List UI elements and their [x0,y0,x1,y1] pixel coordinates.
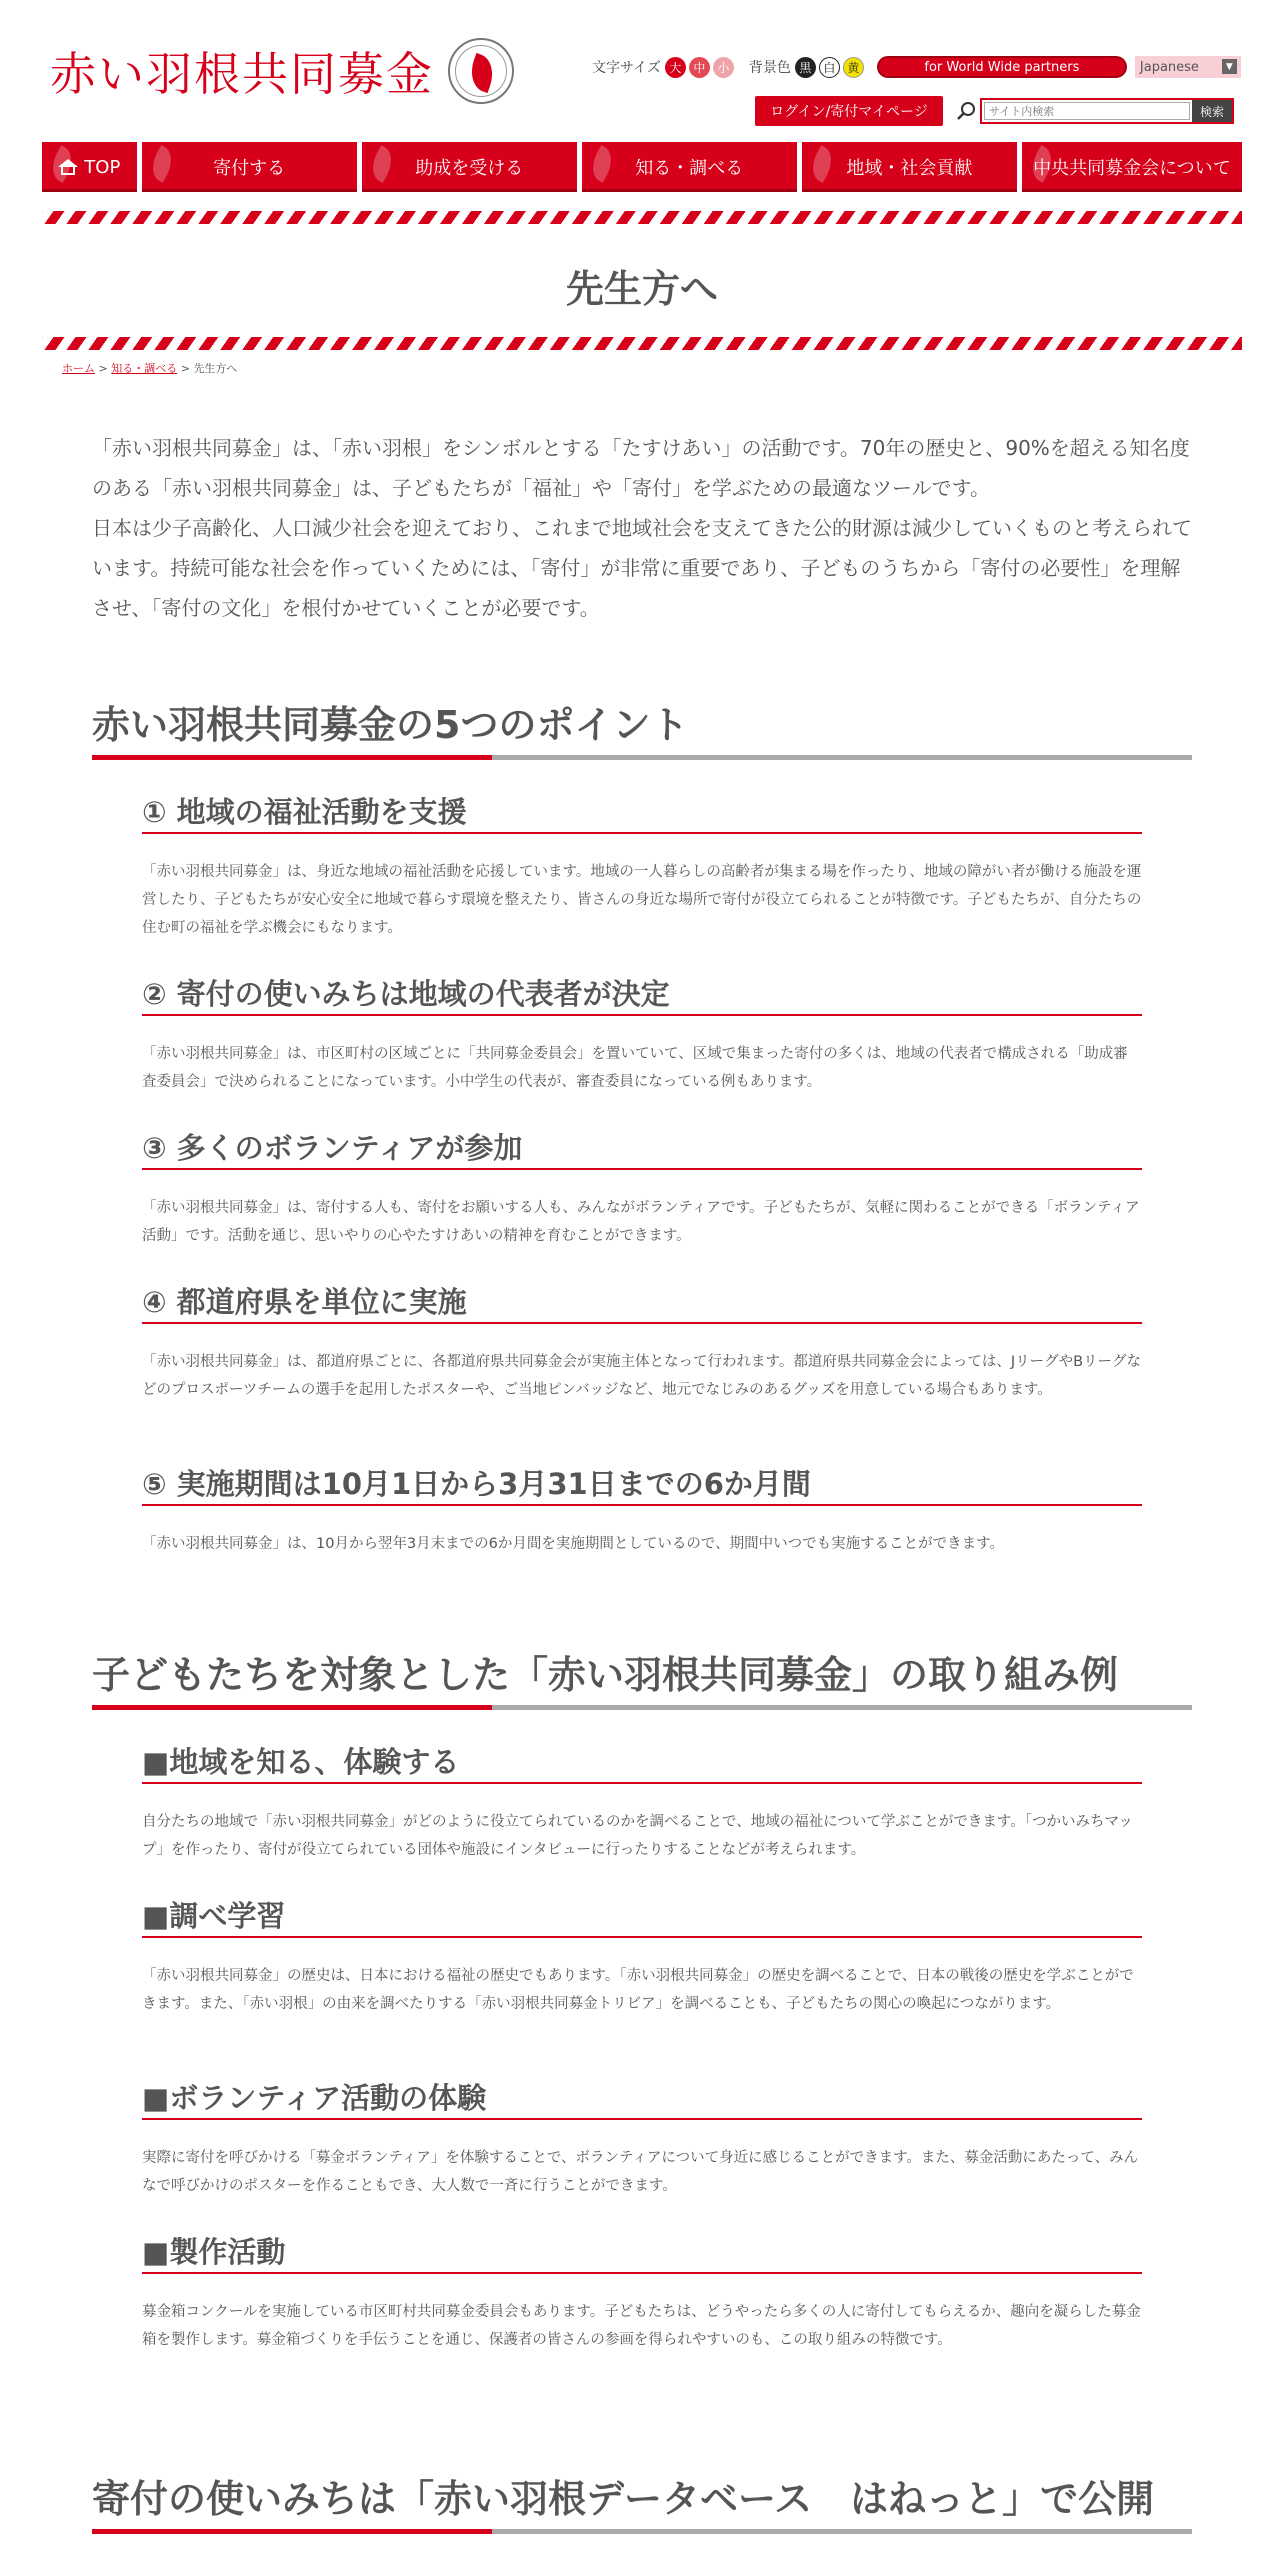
main-nav [42,142,1242,192]
breadcrumb-parent-link[interactable]: 知る・調べる [111,362,178,375]
example-text: 自分たちの地域で「赤い羽根共同募金」がどのように役立てられているのかを調べることで、地域の福祉について学ぶことができます。「つかいみちマップ」を作ったり、寄付が役立てられている団体や施設にインタビューに行ったりすることなどが考えられます。 [142,1814,1133,1858]
feather-seal-icon [448,38,514,104]
bg-yellow-button[interactable]: 黄 [843,57,864,78]
nav-item-about[interactable] [1022,142,1242,192]
nav-item-label: 寄付する [213,158,286,179]
breadcrumb-home-link[interactable]: ホーム [62,362,95,375]
nav-item-donate[interactable] [142,142,357,192]
page-title: 先生方へ [565,267,718,311]
font-size-medium-button[interactable]: 中 [689,57,710,78]
point-text: 「赤い羽根共同募金」は、都道府県ごとに、各都道府県共同募金会が実施主体となって行われます。都道府県共同募金会によっては、JリーグやBリーグなどのプロスポーツチームの選手を起用したポスターや、ご当地ピンバッジなど、地元でなじみのあるグッズを用意している場合もあります。 [142,1354,1142,1398]
chevron-down-icon: ▼ [1222,59,1237,74]
example-heading: ■地域を知る、体験する [142,1742,1142,1784]
section-heading-points: 赤い羽根共同募金の5つのポイント [92,700,1192,750]
point-heading: ① 地域の福祉活動を支援 [142,792,1142,834]
language-select[interactable] [1135,56,1241,78]
breadcrumb: ホーム > 知る・調べる > 先生方へ [62,362,238,375]
bg-black-button[interactable]: 黒 [795,57,816,78]
stripe-divider [42,211,1242,224]
font-size-small-button[interactable]: 小 [713,57,734,78]
nav-item-top[interactable] [42,142,137,192]
nav-item-label: 知る・調べる [635,158,744,179]
font-size-label: 文字サイズ [592,60,661,76]
stripe-divider [42,337,1242,350]
language-value: Japanese [1139,59,1199,75]
point-heading: ⑤ 実施期間は10月1日から3月31日までの6か月間 [142,1464,1142,1506]
accessibility-toolbar [592,56,1241,78]
point-heading: ③ 多くのボランティアが参加 [142,1128,1142,1170]
nav-item-learn[interactable] [582,142,797,192]
nav-item-label: 中央共同募金会について [1033,158,1231,179]
point-heading: ② 寄付の使いみちは地域の代表者が決定 [142,974,1142,1016]
point-text: 「赤い羽根共同募金」は、10月から翌年3月末までの6か月間を実施期間としているので、期間中いつでも実施することができます。 [142,1536,1004,1552]
point-text: 「赤い羽根共同募金」は、寄付する人も、寄付をお願いする人も、みんながボランティアです。子どもたちが、気軽に関わることができる「ボランティア活動」です。活動を通じ、思いやりの心やたすけあいの精神を育むことができます。 [142,1200,1140,1244]
section-heading-database: 寄付の使いみちは「赤い羽根データベース はねっと」で公開 [92,2474,1192,2524]
bg-white-button[interactable]: 白 [819,57,840,78]
point-heading: ④ 都道府県を単位に実施 [142,1282,1142,1324]
nav-item-grants[interactable] [362,142,577,192]
nav-item-label: 助成を受ける [415,158,524,179]
nav-item-label: TOP [84,156,121,178]
search-icon[interactable] [955,100,977,122]
worldwide-partners-button[interactable]: for World Wide partners [877,56,1127,78]
point-text: 「赤い羽根共同募金」は、身近な地域の福祉活動を応援しています。地域の一人暮らしの高齢者が集まる場を作ったり、地域の障がい者が働ける施設を運営したり、子どもたちが安心安全に地域で暮らす環境を整えたり、皆さんの身近な場所で寄付が役立てられることが特徴です。子どもたちが、自分たちの住む町の福祉を学ぶ機会にもなります。 [142,864,1142,936]
point-text: 「赤い羽根共同募金」は、市区町村の区域ごとに「共同募金委員会」を置いていて、区域で集まった寄付の多くは、地域の代表者で構成される「助成審査委員会」で決められることになっています。小中学生の代表が、審査委員になっている例もあります。 [142,1046,1128,1090]
intro-text [92,428,1192,628]
bg-color-label: 背景色 [748,60,791,76]
login-mypage-button[interactable]: ログイン/寄付マイページ [755,96,943,126]
section-heading-examples: 子どもたちを対象とした「赤い羽根共同募金」の取り組み例 [92,1650,1192,1700]
font-size-large-button[interactable]: 大 [665,57,686,78]
example-heading: ■ボランティア活動の体験 [142,2078,1142,2120]
example-text: 募金箱コンクールを実施している市区町村共同募金委員会もあります。子どもたちは、どうやったら多くの人に寄付してもらえるか、趣向を凝らした募金箱を製作します。募金箱づくりを手伝うことを通じ、保護者の皆さんの参画を得られやすいのも、この取り組みの特徴です。 [142,2304,1141,2348]
intro-paragraph: 「赤い羽根共同募金」は、「赤い羽根」をシンボルとする「たすけあい」の活動です。70年の歴史と、90%を超える知名度のある「赤い羽根共同募金」は、子どもたちが「福祉」や「寄付」を学ぶための最適なツールです。 [92,436,1190,500]
site-logo[interactable] [50,38,514,104]
example-text: 実際に寄付を呼びかける「募金ボランティア」を体験することで、ボランティアについて身近に感じることができます。また、募金活動にあたって、みんなで呼びかけのポスターを作ることもでき、大人数で一斉に行うことができます。 [142,2150,1139,2194]
site-search [980,98,1234,124]
example-text: 「赤い羽根共同募金」の歴史は、日本における福祉の歴史でもあります。「赤い羽根共同募金」の歴史を調べることで、日本の戦後の歴史を学ぶことができます。また、「赤い羽根」の由来を調べたりする「赤い羽根共同募金トリビア」を調べることも、子どもたちの関心の喚起につながります。 [142,1968,1134,2012]
breadcrumb-current: 先生方へ [193,362,238,375]
nav-item-community[interactable] [802,142,1017,192]
example-heading: ■調べ学習 [142,1896,1142,1938]
nav-item-label: 地域・社会貢献 [846,158,973,179]
intro-paragraph: 日本は少子高齢化、人口減少社会を迎えており、これまで地域社会を支えてきた公的財源は減少していくものと考えられています。持続可能な社会を作っていくためには、「寄付」が非常に重要であり、子どものうちから「寄付の必要性」を理解させ、「寄付の文化」を根付かせていくことが必要です。 [92,516,1192,620]
logo-text: 赤い羽根共同募金 [50,47,434,101]
search-input[interactable] [984,102,1190,120]
home-icon [58,159,78,175]
example-heading: ■製作活動 [142,2232,1142,2274]
search-button[interactable]: 検索 [1192,100,1232,122]
